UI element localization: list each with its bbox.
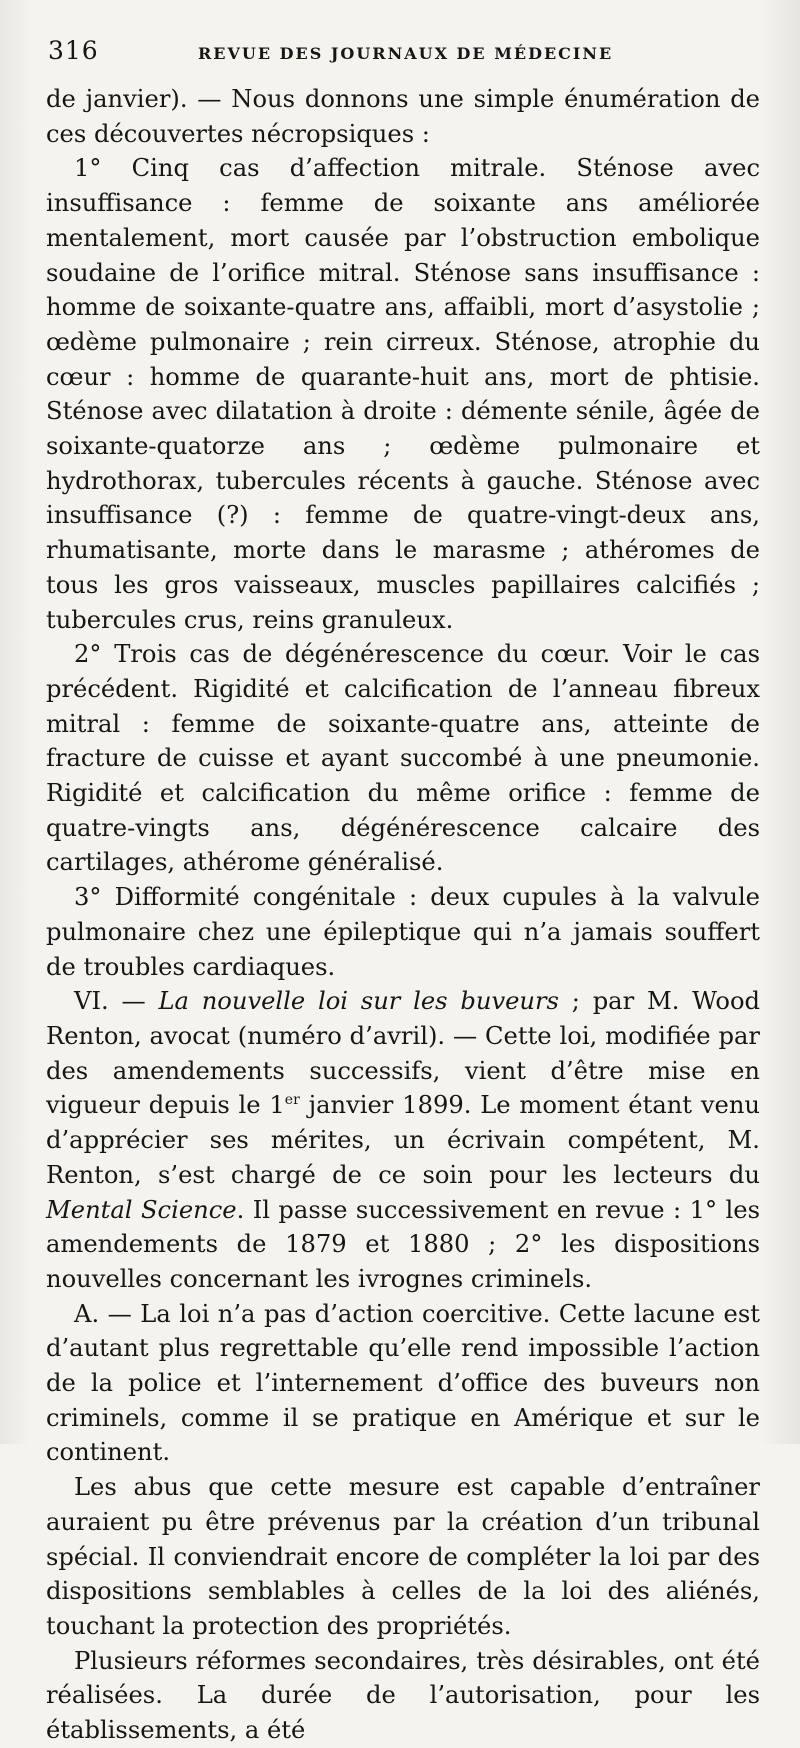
text-run: . Il passe successivement en revue : 1° les amendements de 1879 et 1880 ; 2° les dispositions nouvelles concernant les ivrognes criminels. (46, 1195, 760, 1293)
paragraph: 2° Trois cas de dégénérescence du cœur. Voir le cas précédent. Rigidité et calcification de l’anneau fibreux mitral : femme de soixante-quatre ans, atteinte de fracture de cuisse et ayant succombé à une pneumonie. Rigidité et calcification du même orifice : femme de quatre-vingts ans, dégénérescence calcaire des cartilages, athérome généralisé. (46, 640, 760, 877)
paragraph: A. — La loi n’a pas d’action coercitive. Cette lacune est d’autant plus regrettable qu’elle rend impossible l’action de la police et l’internement d’office des buveurs non criminels, comme il se pratique en Amérique et sur le continent. (46, 1299, 760, 1467)
paragraph: Les abus que cette mesure est capable d’entraîner auraient pu être prévenus par la création d’un tribunal spécial. Il conviendrait encore de compléter la loi par des dispositions semblables à celles de la loi des aliénés, touchant la protection des propriétés. (46, 1473, 760, 1640)
section-number: VI. — (74, 987, 159, 1016)
paragraph: de janvier). — Nous donnons une simple énumération de ces découvertes nécropsiques : (46, 85, 760, 148)
superscript: er (284, 1092, 300, 1109)
text-run: janvier 1899. Le moment étant venu d’apprécier ses mérites, un écrivain compétent, M. Renton, s’est chargé de ce soin pour les lecteurs du (46, 1091, 760, 1189)
article-title: La nouvelle loi sur les buveurs (158, 987, 559, 1016)
journal-title: REVUE DES JOURNAUX DE MÉDECINE (198, 44, 614, 63)
paragraph: Plusieurs réformes secondaires, très désirables, ont été réalisées. La durée de l’autorisation, pour les établissements, a été (46, 1646, 760, 1745)
text-run: ; par M. Wood Renton, avocat (numéro d’avril). — Cette loi, modifiée par des amendements successifs, vient d’être mise en vigueur depuis le 1 (46, 987, 760, 1120)
paragraph: 1° Cinq cas d’affection mitrale. Sténose avec insuffisance : femme de soixante ans améliorée mentalement, mort causée par l’obstruction embolique soudaine de l’orifice mitral. Sténose sans insuffisance : homme de soixante-quatre ans, affaibli, mort d’asystolie ; œdème pulmonaire ; rein cirreux. Sténose, atrophie du cœur : homme de quarante-huit ans, mort de phtisie. Sténose avec dilatation à droite : démente sénile, âgée de soixante-quatorze ans ; œdème pulmonaire et hydrothorax, tubercules récents à gauche. Sténose avec insuffisance (?) : femme de quatre-vingt-deux ans, rhumatisante, morte dans le marasme ; athéromes de tous les gros vaisseaux, muscles papillaires calcifiés ; tubercules crus, reins granuleux. (46, 154, 760, 634)
journal-name: Mental Science (46, 1195, 237, 1224)
section-paragraph (46, 984, 760, 1296)
body-text (46, 82, 760, 1748)
page-number: 316 (48, 36, 99, 65)
running-head (46, 36, 760, 82)
paragraph: 3° Difformité congénitale : deux cupules à la valvule pulmonaire chez une épileptique qui n’a jamais souffert de troubles cardiaques. (46, 883, 760, 981)
